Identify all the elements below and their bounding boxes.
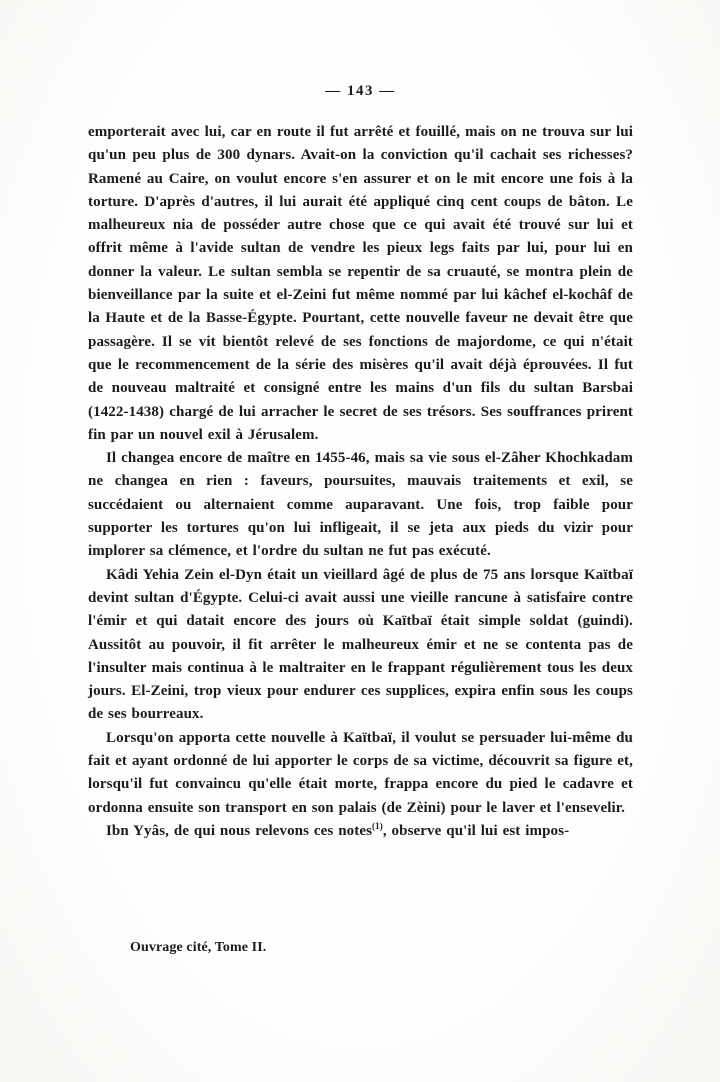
page-content xyxy=(88,121,633,843)
paragraph-2: Il changea encore de maître en 1455-46, mais sa vie sous el-Zâher Khochkadam ne changea en rien : faveurs, poursuites, mauvais traitements et exil, se succédaient ou alternaient comme auparavant. Une fois, trop faible pour supporter les tortures qu'on lui infligeait, il se jeta aux pieds du vizir pour implorer sa clémence, et l'ordre du sultan ne fut pas exécuté. xyxy=(88,450,633,560)
paragraph-5-text: Ibn Yyâs, de qui nous relevons ces notes xyxy=(106,822,373,839)
paragraph-5-continuation: , observe qu'il lui est impos- xyxy=(382,822,570,839)
paragraph-1: emporterait avec lui, car en route il fut arrêté et fouillé, mais on ne trouva sur lui qu'un peu plus de 300 dynars. Avait-on la conviction qu'il cachait ses richesses? Ramené au Caire, on voulut encore s'en assurer et on le mit encore une fois à la torture. D'après d'autres, il lui aurait été appliqué cinq cent coups de bâton. Le malheureux nia de posséder autre chose que ce qui avait été trouvé sur lui et offrit même à l'avide sultan de vendre les pieux legs faits par lui, pour lui en donner la valeur. Le sultan sembla se repentir de sa cruauté, se montra plein de bienveillance par la suite et el-Zeini fut même nommé par lui kâchef el-kochâf de la Haute et de la Basse-Égypte. Pourtant, cette nouvelle faveur ne devait être que passagère. Il se vit bientôt relevé de ses fonctions de majordome, ce qui n'était que le recommencement de la série des misères qu'il avait déjà éprouvées. Il fut de nouveau maltraité et consigné entre les mains d'un fils du sultan Barsbai (1422-1438) chargé de lui arracher le secret de ses trésors. Ses souffrances prirent fin par un nouvel exil à Jérusalem. xyxy=(88,124,633,443)
page-number: — 143 — xyxy=(325,83,396,99)
paragraph-5 xyxy=(88,820,633,843)
paragraph-3: Kâdi Yehia Zein el-Dyn était un vieillard âgé de plus de 75 ans lorsque Kaïtbaï devint sultan d'Égypte. Celui-ci avait aussi une vieille rancune à satisfaire contre l'émir et qui datait encore des jours où Kaïtbaï était simple soldat (guindi). Aussitôt au pouvoir, il fit arrêter le malheureux émir et ne se contenta pas de l'insulter mais continua à le maltraiter en le frappant régulièrement tous les deux jours. El-Zeini, trop vieux pour endurer ces supplices, expira enfin sous les coups de ses bourreaux. xyxy=(88,566,633,723)
footnote-marker: (1) xyxy=(372,820,383,831)
footnote: Ouvrage cité, Tome II. xyxy=(130,940,267,955)
paragraph-4: Lorsqu'on apporta cette nouvelle à Kaïtbaï, il voulut se persuader lui-même du fait et ayant ordonné de lui apporter le corps de sa victime, découvrit sa figure et, lorsqu'il fut convaincu qu'elle était morte, frappa encore du pied le cadavre et ordonna ensuite son transport en son palais (de Zèini) pour le laver et l'ensevelir. xyxy=(88,729,633,816)
